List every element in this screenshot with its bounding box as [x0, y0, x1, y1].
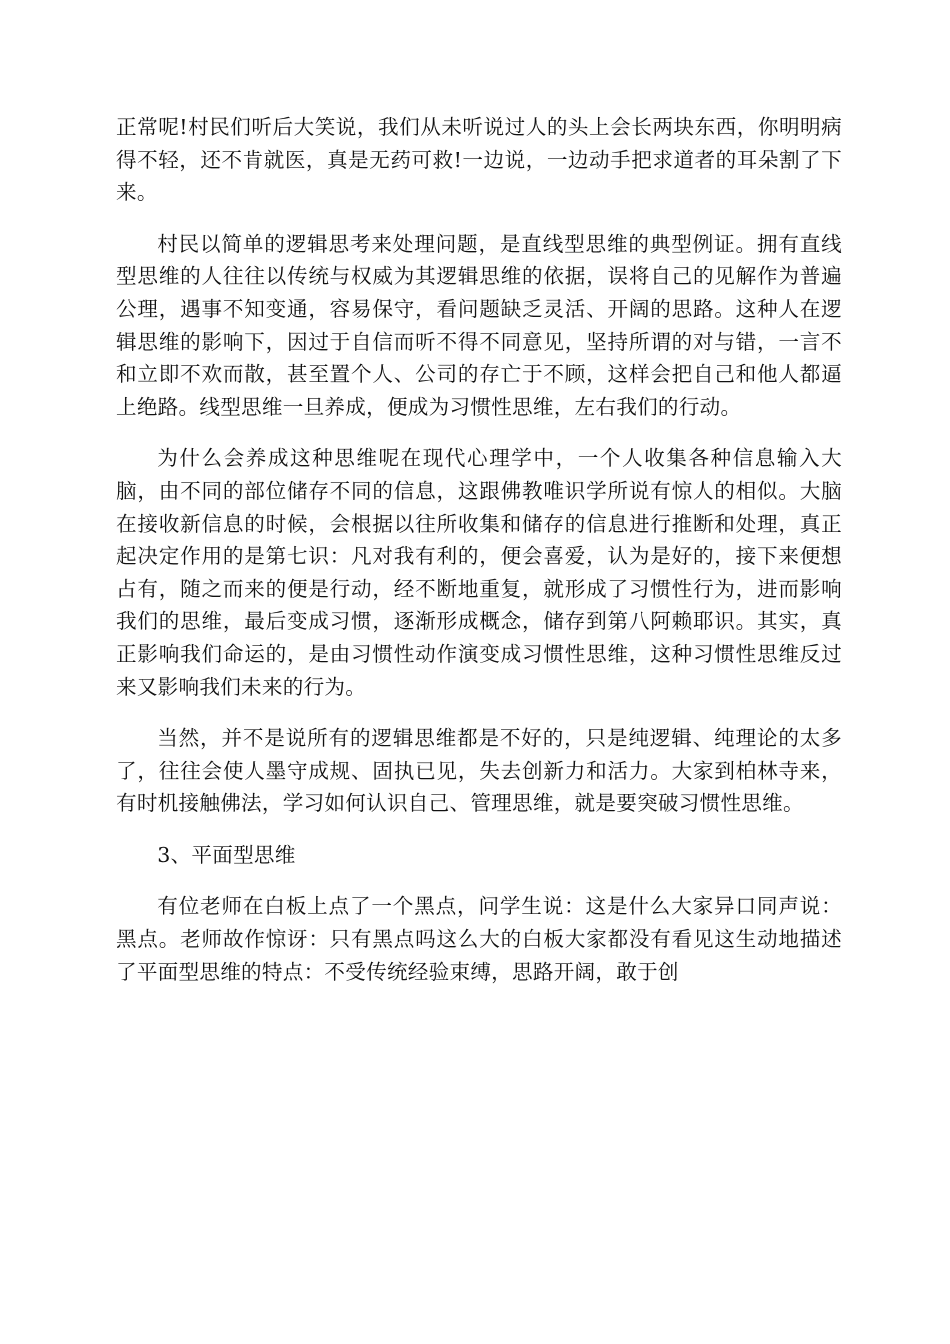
section-heading-planar-thinking: 3、平面型思维 [157, 842, 296, 867]
paragraph-habit-formation: 为什么会养成这种思维呢在现代心理学中，一个人收集各种信息输入大脑，由不同的部位储存不同的信息，这跟佛教唯识学所说有惊人的相似。大脑在接收新信息的时候，会根据以往所收集和储存的信息进行推断和处理，真正起决定作用的是第七识：凡对我有利的，便会喜爱，认为是好的，接下来便想占有，随之而来的便是行动，经不断地重复，就形成了习惯性行为，进而影响我们的思维，最后变成习惯，逐渐形成概念，储存到第八阿赖耶识。其实，真正影响我们命运的，是由习惯性动作演变成习惯性思维，这种习惯性思维反过来又影响我们未来的行为。 [116, 446, 842, 699]
paragraph-continuation: 正常呢!村民们听后大笑说，我们从未听说过人的头上会长两块东西，你明明病得不轻，还不肯就医，真是无药可救!一边说，一边动手把求道者的耳朵割了下来。 [116, 115, 842, 205]
document-page [116, 111, 842, 1007]
paragraph-logic-limits: 当然，并不是说所有的逻辑思维都是不好的，只是纯逻辑、纯理论的太多了，往往会使人墨守成规、固执已见，失去创新力和活力。大家到柏林寺来，有时机接触佛法，学习如何认识自己、管理思维，就是要突破习惯性思维。 [116, 726, 842, 816]
paragraph-planar-thinking: 有位老师在白板上点了一个黑点，问学生说：这是什么大家异口同声说：黑点。老师故作惊讶：只有黑点吗这么大的白板大家都没有看见这生动地描述了平面型思维的特点：不受传统经验束缚，思路开阔，敢于创 [116, 894, 842, 984]
paragraph-linear-thinking: 村民以简单的逻辑思考来处理问题，是直线型思维的典型例证。拥有直线型思维的人往往以传统与权威为其逻辑思维的依据，误将自己的见解作为普遍公理，遇事不知变通，容易保守，看问题缺乏灵活、开阔的思路。这种人在逻辑思维的影响下，因过于自信而听不得不同意见，坚持所谓的对与错，一言不和立即不欢而散，甚至置个人、公司的存亡于不顾，这样会把自己和他人都逼上绝路。线型思维一旦养成，便成为习惯性思维，左右我们的行动。 [116, 231, 842, 419]
